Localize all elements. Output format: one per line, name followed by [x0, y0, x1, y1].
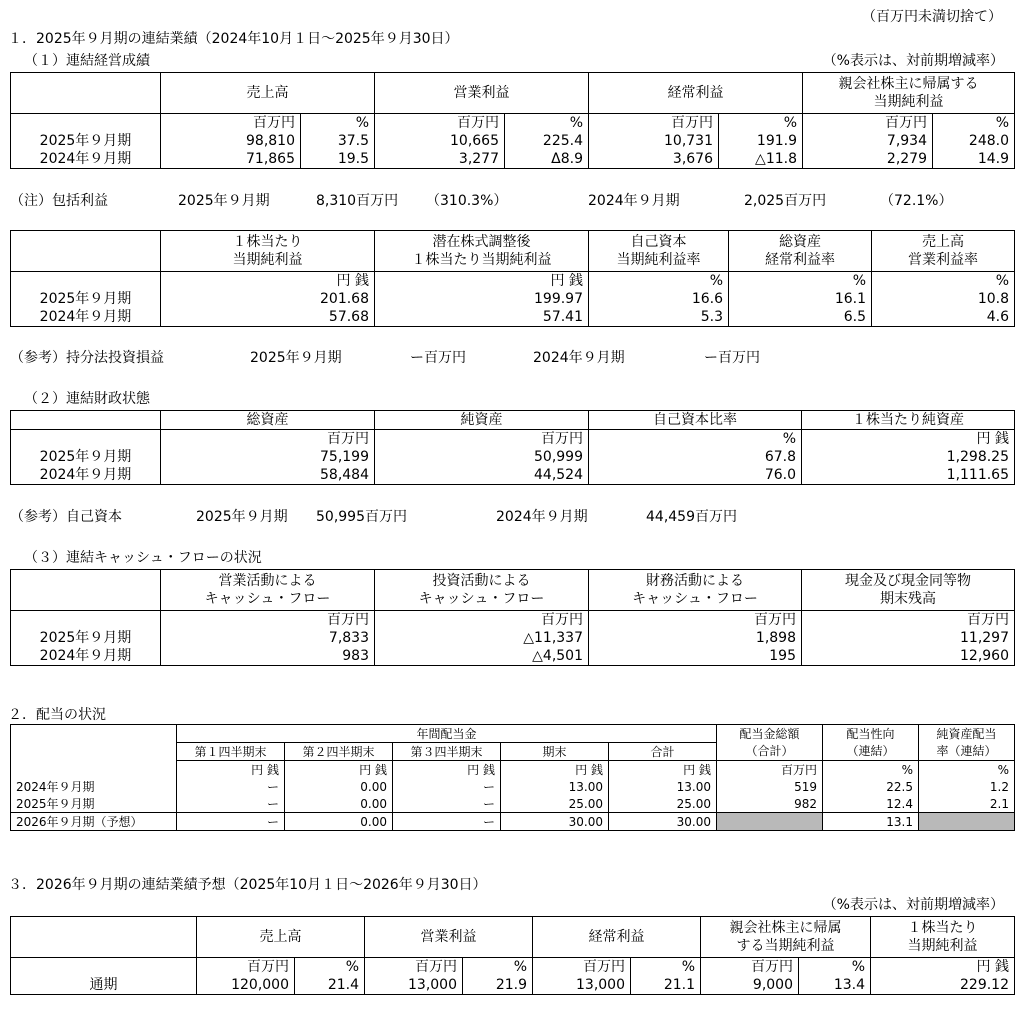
cell: 25.00 [501, 795, 609, 813]
cell: 21.1 [631, 976, 701, 995]
table-row [11, 150, 1015, 169]
table-row [11, 629, 1015, 647]
row-label: 2025年９月期 [11, 290, 161, 308]
unit-row-label [11, 958, 197, 977]
cell: 4.6 [872, 308, 1015, 327]
header-year-end: 期末 [501, 743, 609, 761]
unit-cell: % [729, 272, 872, 291]
cell: 21.4 [295, 976, 365, 995]
cell: 58,484 [161, 466, 375, 485]
header-ordinary-income: 経常利益 [589, 73, 803, 114]
header-q3: 第３四半期末 [393, 743, 501, 761]
header-eps: １株当たり 当期純利益 [161, 231, 375, 272]
unit-cell: 百万円 [365, 958, 463, 977]
cell: 1.2 [919, 778, 1015, 795]
header-net-income: 親会社株主に帰属 する当期純利益 [701, 917, 871, 958]
row-label: 2024年９月期 [11, 647, 161, 666]
row-label: 2025年９月期 [11, 132, 161, 150]
unit-cell: % [872, 272, 1015, 291]
unit-cell: 百万円 [589, 611, 802, 630]
cell: 13.1 [823, 813, 919, 831]
cell: △4,501 [375, 647, 589, 666]
pct-note: （%表示は、対前期増減率） [822, 53, 1004, 69]
cell: 44,524 [375, 466, 589, 485]
cell: 2.1 [919, 795, 1015, 813]
unit-cell: % [301, 114, 375, 133]
cell: 3,277 [375, 150, 505, 169]
row-label: 2025年９月期 [11, 795, 177, 813]
cell: △11.8 [719, 150, 803, 169]
unit-row-label [11, 430, 161, 449]
cell: 12.4 [823, 795, 919, 813]
cell: 0.00 [285, 795, 393, 813]
row-label: 通期 [11, 976, 197, 995]
header-annual-dividend: 年間配当金 [177, 725, 717, 743]
cell: 9,000 [701, 976, 799, 995]
table-row [11, 308, 1015, 327]
table-row [11, 448, 1015, 466]
unit-cell: % [799, 958, 871, 977]
unit-cell: 円 銭 [393, 761, 501, 779]
equity-capital-label: （参考）自己資本 [10, 509, 122, 525]
unit-row-label [11, 114, 161, 133]
cell: Δ8.9 [505, 150, 589, 169]
cell: 13,000 [533, 976, 631, 995]
unit-cell: 円 銭 [177, 761, 285, 779]
section3-title: ３．2026年９月期の連結業績予想（2025年10月１日～2026年９月30日） [8, 877, 487, 893]
cell: 75,199 [161, 448, 375, 466]
header-eps: １株当たり 当期純利益 [871, 917, 1015, 958]
cell: 1,898 [589, 629, 802, 647]
cell: 982 [717, 795, 823, 813]
unit-cell: 百万円 [803, 114, 933, 133]
cell: 7,833 [161, 629, 375, 647]
cell: 7,934 [803, 132, 933, 150]
header-doe: 純資産配当 率（連結） [919, 725, 1015, 761]
cell: ー [177, 813, 285, 831]
corner-cell [11, 73, 161, 114]
note-value: ー百万円 [410, 350, 466, 366]
cell: ー [177, 778, 285, 795]
header-total-dividend: 配当金総額 （合計） [717, 725, 823, 761]
cell: 1,298.25 [802, 448, 1015, 466]
note-period: 2025年９月期 [196, 509, 288, 525]
row-label: 2025年９月期 [11, 629, 161, 647]
subsection1-title: （１）連結経営成績 [24, 53, 150, 69]
corner-cell [11, 917, 197, 958]
cell: 21.9 [463, 976, 533, 995]
cell: 5.3 [589, 308, 729, 327]
header-operating-cf: 営業活動による キャッシュ・フロー [161, 570, 375, 611]
unit-cell: 百万円 [161, 114, 301, 133]
cell: 19.5 [301, 150, 375, 169]
unit-cell: % [295, 958, 365, 977]
unit-cell: 百万円 [161, 611, 375, 630]
section1-title: １．2025年９月期の連結業績（2024年10月１日～2025年９月30日） [8, 31, 459, 47]
cell: 76.0 [589, 466, 802, 485]
cell: 67.8 [589, 448, 802, 466]
cash-flow-table [10, 569, 1015, 666]
cell: 13,000 [365, 976, 463, 995]
table-row [11, 778, 1015, 795]
unit-cell: 百万円 [589, 114, 719, 133]
pct-note: （%表示は、対前期増減率） [822, 897, 1004, 913]
row-label: 2025年９月期 [11, 448, 161, 466]
cell: 225.4 [505, 132, 589, 150]
cell: 16.6 [589, 290, 729, 308]
corner-cell [11, 411, 161, 430]
forecast-table [10, 916, 1015, 995]
unit-cell: % [589, 272, 729, 291]
unit-cell: 百万円 [802, 611, 1015, 630]
cell: 0.00 [285, 778, 393, 795]
cell: 13.00 [609, 778, 717, 795]
unit-cell: 百万円 [533, 958, 631, 977]
cell: 10,731 [589, 132, 719, 150]
cell: 519 [717, 778, 823, 795]
cell: 6.5 [729, 308, 872, 327]
row-label: 2026年９月期（予想） [11, 813, 177, 831]
header-operating-margin: 売上高 営業利益率 [872, 231, 1015, 272]
header-bps: １株当たり純資産 [802, 411, 1015, 430]
unit-cell: 百万円 [375, 114, 505, 133]
header-operating-income: 営業利益 [365, 917, 533, 958]
unit-cell: % [919, 761, 1015, 779]
corner-cell [11, 231, 161, 272]
header-financing-cf: 財務活動による キャッシュ・フロー [589, 570, 802, 611]
results-table [10, 72, 1015, 169]
cell: 11,297 [802, 629, 1015, 647]
shaded-cell [919, 813, 1015, 831]
unit-cell: 円 銭 [375, 272, 589, 291]
note-period: 2024年９月期 [533, 350, 625, 366]
cell: 10.8 [872, 290, 1015, 308]
unit-row-label [11, 272, 161, 291]
row-label: 2024年９月期 [11, 308, 161, 327]
table-row [11, 466, 1015, 485]
header-investing-cf: 投資活動による キャッシュ・フロー [375, 570, 589, 611]
unit-cell: 円 銭 [802, 430, 1015, 449]
cell: 229.12 [871, 976, 1015, 995]
unit-cell: 百万円 [197, 958, 295, 977]
note-period: 2024年９月期 [496, 509, 588, 525]
cell: 37.5 [301, 132, 375, 150]
unit-cell: 百万円 [161, 430, 375, 449]
table-row [11, 132, 1015, 150]
cell: ー [393, 795, 501, 813]
unit-cell: % [719, 114, 803, 133]
header-q1: 第１四半期末 [177, 743, 285, 761]
table-row [11, 795, 1015, 813]
cell: 199.97 [375, 290, 589, 308]
unit-cell: % [589, 430, 802, 449]
header-operating-income: 営業利益 [375, 73, 589, 114]
cell: 12,960 [802, 647, 1015, 666]
cell: ー [393, 813, 501, 831]
cell: 13.00 [501, 778, 609, 795]
corner-cell [11, 570, 161, 611]
unit-cell: 百万円 [375, 430, 589, 449]
cell: ー [177, 795, 285, 813]
note-value: 50,995百万円 [316, 509, 407, 525]
cell: 30.00 [609, 813, 717, 831]
cell: 10,665 [375, 132, 505, 150]
comprehensive-income-label: （注）包括利益 [10, 193, 108, 209]
header-diluted-eps: 潜在株式調整後 １株当たり当期純利益 [375, 231, 589, 272]
cell: 201.68 [161, 290, 375, 308]
unit-cell: 円 銭 [609, 761, 717, 779]
cell: 57.41 [375, 308, 589, 327]
cell: 14.9 [933, 150, 1015, 169]
unit-row-label [11, 611, 161, 630]
row-label: 2024年９月期 [11, 150, 161, 169]
cell: 195 [589, 647, 802, 666]
cell: 22.5 [823, 778, 919, 795]
table-row [11, 976, 1015, 995]
cell: 25.00 [609, 795, 717, 813]
equity-method-label: （参考）持分法投資損益 [10, 350, 164, 366]
header-total: 合計 [609, 743, 717, 761]
unit-cell: 円 銭 [501, 761, 609, 779]
unit-cell: 円 銭 [871, 958, 1015, 977]
cell: 30.00 [501, 813, 609, 831]
cell: 3,676 [589, 150, 719, 169]
note-period: 2025年９月期 [178, 193, 270, 209]
header-net-income: 親会社株主に帰属する 当期純利益 [803, 73, 1015, 114]
dividend-table [10, 724, 1015, 831]
note-value: 8,310百万円 [316, 193, 399, 209]
unit-row-label [11, 761, 177, 779]
header-equity-ratio: 自己資本比率 [589, 411, 802, 430]
header-roa: 総資産 経常利益率 [729, 231, 872, 272]
subsection2-title: （２）連結財政状態 [24, 391, 150, 407]
header-sales: 売上高 [197, 917, 365, 958]
header-sales: 売上高 [161, 73, 375, 114]
subsection3-title: （３）連結キャッシュ・フローの状況 [24, 550, 262, 566]
header-cash-end: 現金及び現金同等物 期末残高 [802, 570, 1015, 611]
unit-cell: 百万円 [717, 761, 823, 779]
note-period: 2024年９月期 [588, 193, 680, 209]
table-row [11, 813, 1015, 831]
note-value: 44,459百万円 [646, 509, 737, 525]
unit-cell: % [505, 114, 589, 133]
unit-cell: 百万円 [701, 958, 799, 977]
cell: 191.9 [719, 132, 803, 150]
unit-cell: 円 銭 [161, 272, 375, 291]
per-share-table [10, 230, 1015, 327]
shaded-cell [717, 813, 823, 831]
financial-position-table [10, 410, 1015, 485]
cell: 50,999 [375, 448, 589, 466]
note-value: ー百万円 [704, 350, 760, 366]
cell: ー [393, 778, 501, 795]
cell: 98,810 [161, 132, 301, 150]
header-ordinary-income: 経常利益 [533, 917, 701, 958]
cell: 120,000 [197, 976, 295, 995]
cell: 1,111.65 [802, 466, 1015, 485]
header-roe: 自己資本 当期純利益率 [589, 231, 729, 272]
row-label: 2024年９月期 [11, 466, 161, 485]
table-row [11, 647, 1015, 666]
unit-cell: 百万円 [375, 611, 589, 630]
cell: 57.68 [161, 308, 375, 327]
cell: 248.0 [933, 132, 1015, 150]
corner-cell [11, 725, 177, 761]
unit-cell: 円 銭 [285, 761, 393, 779]
header-total-assets: 総資産 [161, 411, 375, 430]
cell: 983 [161, 647, 375, 666]
note-rate: （72.1%） [880, 193, 953, 209]
cell: 0.00 [285, 813, 393, 831]
note-rate: （310.3%） [426, 193, 508, 209]
cell: 2,279 [803, 150, 933, 169]
unit-cell: % [631, 958, 701, 977]
header-payout-ratio: 配当性向 （連結） [823, 725, 919, 761]
unit-cell: % [463, 958, 533, 977]
section2-title: ２．配当の状況 [8, 707, 106, 723]
unit-note: （百万円未満切捨て） [862, 9, 1002, 25]
header-net-assets: 純資産 [375, 411, 589, 430]
header-q2: 第２四半期末 [285, 743, 393, 761]
cell: 16.1 [729, 290, 872, 308]
cell: △11,337 [375, 629, 589, 647]
unit-cell: % [823, 761, 919, 779]
note-period: 2025年９月期 [250, 350, 342, 366]
table-row [11, 290, 1015, 308]
note-value: 2,025百万円 [744, 193, 827, 209]
cell: 71,865 [161, 150, 301, 169]
cell: 13.4 [799, 976, 871, 995]
unit-cell: % [933, 114, 1015, 133]
row-label: 2024年９月期 [11, 778, 177, 795]
